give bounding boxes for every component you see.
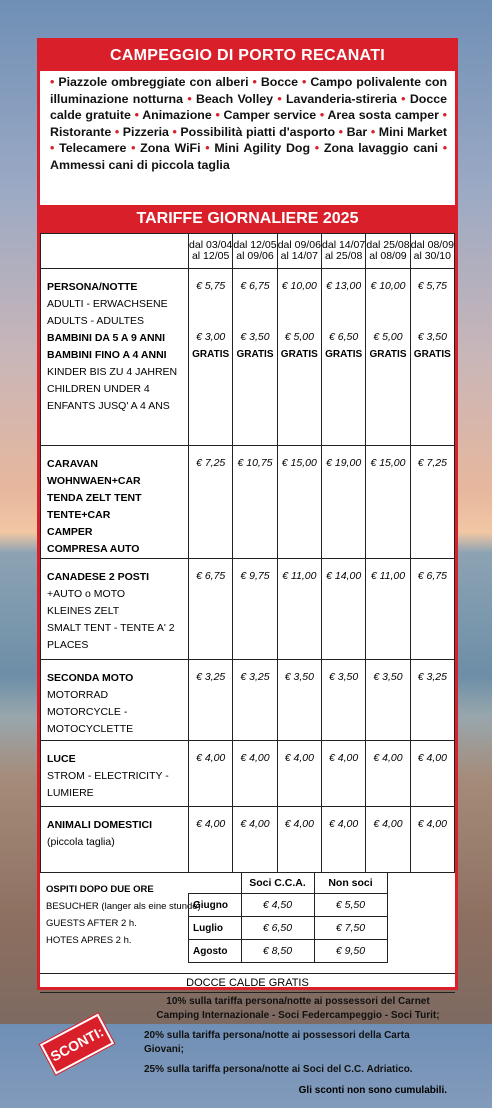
- guests-cell: Giugno: [189, 894, 242, 917]
- guests-cell: Agosto: [189, 940, 242, 963]
- rate-value: € 15,00: [277, 446, 321, 559]
- guests-cell: € 8,50: [241, 940, 314, 963]
- rate-value: € 7,25: [410, 446, 454, 559]
- guests-head: Soci C.C.A.: [241, 873, 314, 894]
- guests-cell: € 5,50: [314, 894, 387, 917]
- rate-value: € 4,00: [366, 807, 410, 873]
- bullet: •: [215, 108, 224, 122]
- period-header: dal 12/05 al 09/06: [233, 234, 277, 269]
- rate-value: € 3,25: [233, 660, 277, 741]
- rate-value: € 6,75: [410, 559, 454, 660]
- amenity-item: Possibilità piatti d'asporto: [180, 124, 339, 139]
- guests-cell: € 7,50: [314, 917, 387, 940]
- rate-label: ANIMALI DOMESTICI (piccola taglia): [41, 807, 189, 873]
- amenity-item: Animazione: [142, 108, 216, 122]
- rate-row: [41, 559, 455, 660]
- rate-value: € 10,00 € 5,00 GRATIS: [277, 269, 321, 446]
- period-header: dal 03/04 al 12/05: [189, 234, 233, 269]
- bullet: •: [131, 141, 141, 155]
- rate-value: € 11,00: [366, 559, 410, 660]
- guests-head: Non soci: [314, 873, 387, 894]
- period-header: dal 08/09 al 30/10: [410, 234, 454, 269]
- discounts-badge: SCONTI:: [40, 1013, 114, 1074]
- amenity-item: Zona WiFi: [140, 141, 206, 155]
- rate-value: € 4,00: [366, 741, 410, 807]
- rate-label: CARAVAN WOHNWAEN+CAR TENDA ZELT TENT TENTE+CAR CAMPER COMPRESA AUTO: [41, 446, 189, 559]
- rate-value: € 3,50: [277, 660, 321, 741]
- rate-value: € 5,75 € 3,50 GRATIS: [410, 269, 454, 446]
- rate-value: € 6,75: [189, 559, 233, 660]
- bullet: •: [302, 75, 311, 89]
- rate-value: € 11,00: [277, 559, 321, 660]
- rate-label: SECONDA MOTO MOTORRAD MOTORCYCLE - MOTOCYCLETTE: [41, 660, 189, 741]
- amenity-item: Pizzeria: [122, 124, 173, 139]
- free-showers: DOCCE CALDE GRATIS: [40, 974, 455, 993]
- amenity-item: Mini Agility Dog: [214, 141, 315, 155]
- period-header: dal 25/08 al 08/09: [366, 234, 410, 269]
- discounts-footer: Gli sconti non sono cumulabili.: [298, 1085, 447, 1096]
- rate-value: € 7,25: [189, 446, 233, 559]
- bullet: •: [314, 141, 324, 155]
- bullet: •: [442, 108, 447, 122]
- bullet: •: [338, 124, 347, 139]
- amenities-list: [40, 71, 455, 205]
- discount-line: 20% sulla tariffa persona/notte ai possessori della Carta Giovani;: [144, 1030, 410, 1055]
- guests-cell: € 4,50: [241, 894, 314, 917]
- amenity-item: Docce calde gratuite: [50, 91, 448, 122]
- discounts-lines: [144, 995, 452, 1083]
- rate-value: € 4,00: [277, 807, 321, 873]
- bullet: •: [370, 124, 379, 139]
- rate-value: € 4,00: [277, 741, 321, 807]
- rate-value: € 4,00: [410, 741, 454, 807]
- guests-section: [40, 873, 455, 974]
- discount-line: 25% sulla tariffa persona/notte ai Soci del C.C. Adriatico.: [144, 1064, 413, 1075]
- bullet: •: [172, 124, 181, 139]
- guests-cell: Luglio: [189, 917, 242, 940]
- period-header: dal 14/07 al 25/08: [321, 234, 365, 269]
- amenity-item: Bocce: [260, 75, 303, 89]
- guests-cell: € 9,50: [314, 940, 387, 963]
- rate-value: € 3,50: [366, 660, 410, 741]
- rate-value: € 4,00: [321, 807, 365, 873]
- bullet: •: [252, 75, 261, 89]
- rate-value: € 5,75 € 3,00 GRATIS: [189, 269, 233, 446]
- bullet: •: [401, 91, 410, 106]
- rate-row: [41, 741, 455, 807]
- rate-value: € 14,00: [321, 559, 365, 660]
- bullet: •: [134, 108, 143, 122]
- amenity-item: Bar: [346, 124, 371, 139]
- rate-row: [41, 660, 455, 741]
- amenity-item: Ristorante: [50, 124, 115, 139]
- rate-value: € 3,25: [410, 660, 454, 741]
- amenity-item: Lavanderia-stireria: [285, 91, 402, 106]
- rate-label: CANADESE 2 POSTI +AUTO o MOTO KLEINES ZELT SMALT TENT - TENTE A' 2 PLACES: [41, 559, 189, 660]
- amenity-item: Mini Market: [378, 124, 448, 139]
- rate-label: LUCE STROM - ELECTRICITY - LUMIERE: [41, 741, 189, 807]
- amenity-item: Area sosta camper: [327, 108, 443, 122]
- bullet: •: [319, 108, 328, 122]
- discount-line: 10% sulla tariffa persona/notte ai possessori del Carnet Camping Internazionale - Soci Federcampeggio - Soci Turit;: [156, 996, 440, 1021]
- bullet: •: [277, 91, 286, 106]
- period-header: dal 09/06 al 14/07: [277, 234, 321, 269]
- rate-value: € 4,00: [189, 741, 233, 807]
- bullet: •: [114, 124, 123, 139]
- rate-value: € 9,75: [233, 559, 277, 660]
- rate-value: € 10,00 € 5,00 GRATIS: [366, 269, 410, 446]
- amenity-item: Zona lavaggio cani: [323, 141, 443, 155]
- rate-value: € 10,75: [233, 446, 277, 559]
- rate-value: € 13,00 € 6,50 GRATIS: [321, 269, 365, 446]
- guests-table: [188, 872, 388, 963]
- rate-value: € 3,25: [189, 660, 233, 741]
- amenity-item: Telecamere: [59, 141, 132, 155]
- rate-value: € 4,00: [321, 741, 365, 807]
- rate-value: € 6,75 € 3,50 GRATIS: [233, 269, 277, 446]
- rate-value: € 4,00: [189, 807, 233, 873]
- rates-title: TARIFFE GIORNALIERE 2025: [40, 205, 455, 233]
- amenity-item: Piazzole ombreggiate con alberi: [58, 75, 253, 89]
- rate-value: € 4,00: [233, 807, 277, 873]
- amenity-item: Ammessi cani di piccola taglia: [50, 157, 230, 172]
- campsite-title: CAMPEGGIO DI PORTO RECANATI: [40, 41, 455, 71]
- rate-value: € 3,50: [321, 660, 365, 741]
- rate-row: [41, 446, 455, 559]
- rate-value: € 15,00: [366, 446, 410, 559]
- bullet: •: [50, 141, 60, 155]
- guests-label: OSPITI DOPO DUE ORE BESUCHER (langer als eine stunde) GUESTS AFTER 2 h. HOTES APRES 2 h.: [46, 884, 201, 946]
- rate-value: € 4,00: [233, 741, 277, 807]
- rate-row: [41, 269, 455, 446]
- bullet: •: [205, 141, 215, 155]
- price-card: [37, 38, 458, 1096]
- rate-value: € 19,00: [321, 446, 365, 559]
- rate-label: PERSONA/NOTTE ADULTI - ERWACHSENE ADULTS - ADULTES BAMBINI DA 5 A 9 ANNI BAMBINI FINO A 4 ANNI KINDER BIS ZU 4 JAHREN CHILDREN UNDER 4 ENFANTS JUSQ' A 4 ANS: [41, 269, 189, 446]
- guests-cell: € 6,50: [241, 917, 314, 940]
- bullet: •: [442, 141, 448, 155]
- rate-value: € 4,00: [410, 807, 454, 873]
- amenity-item: Camper service: [223, 108, 320, 122]
- rate-row: [41, 807, 455, 873]
- bullet: •: [50, 75, 59, 89]
- bullet: •: [187, 91, 196, 106]
- amenity-item: Beach Volley: [195, 91, 278, 106]
- discounts-section: [40, 993, 455, 1108]
- rates-table: [40, 233, 455, 873]
- amenity-item: Campo polivalente con illuminazione notturna: [50, 75, 448, 106]
